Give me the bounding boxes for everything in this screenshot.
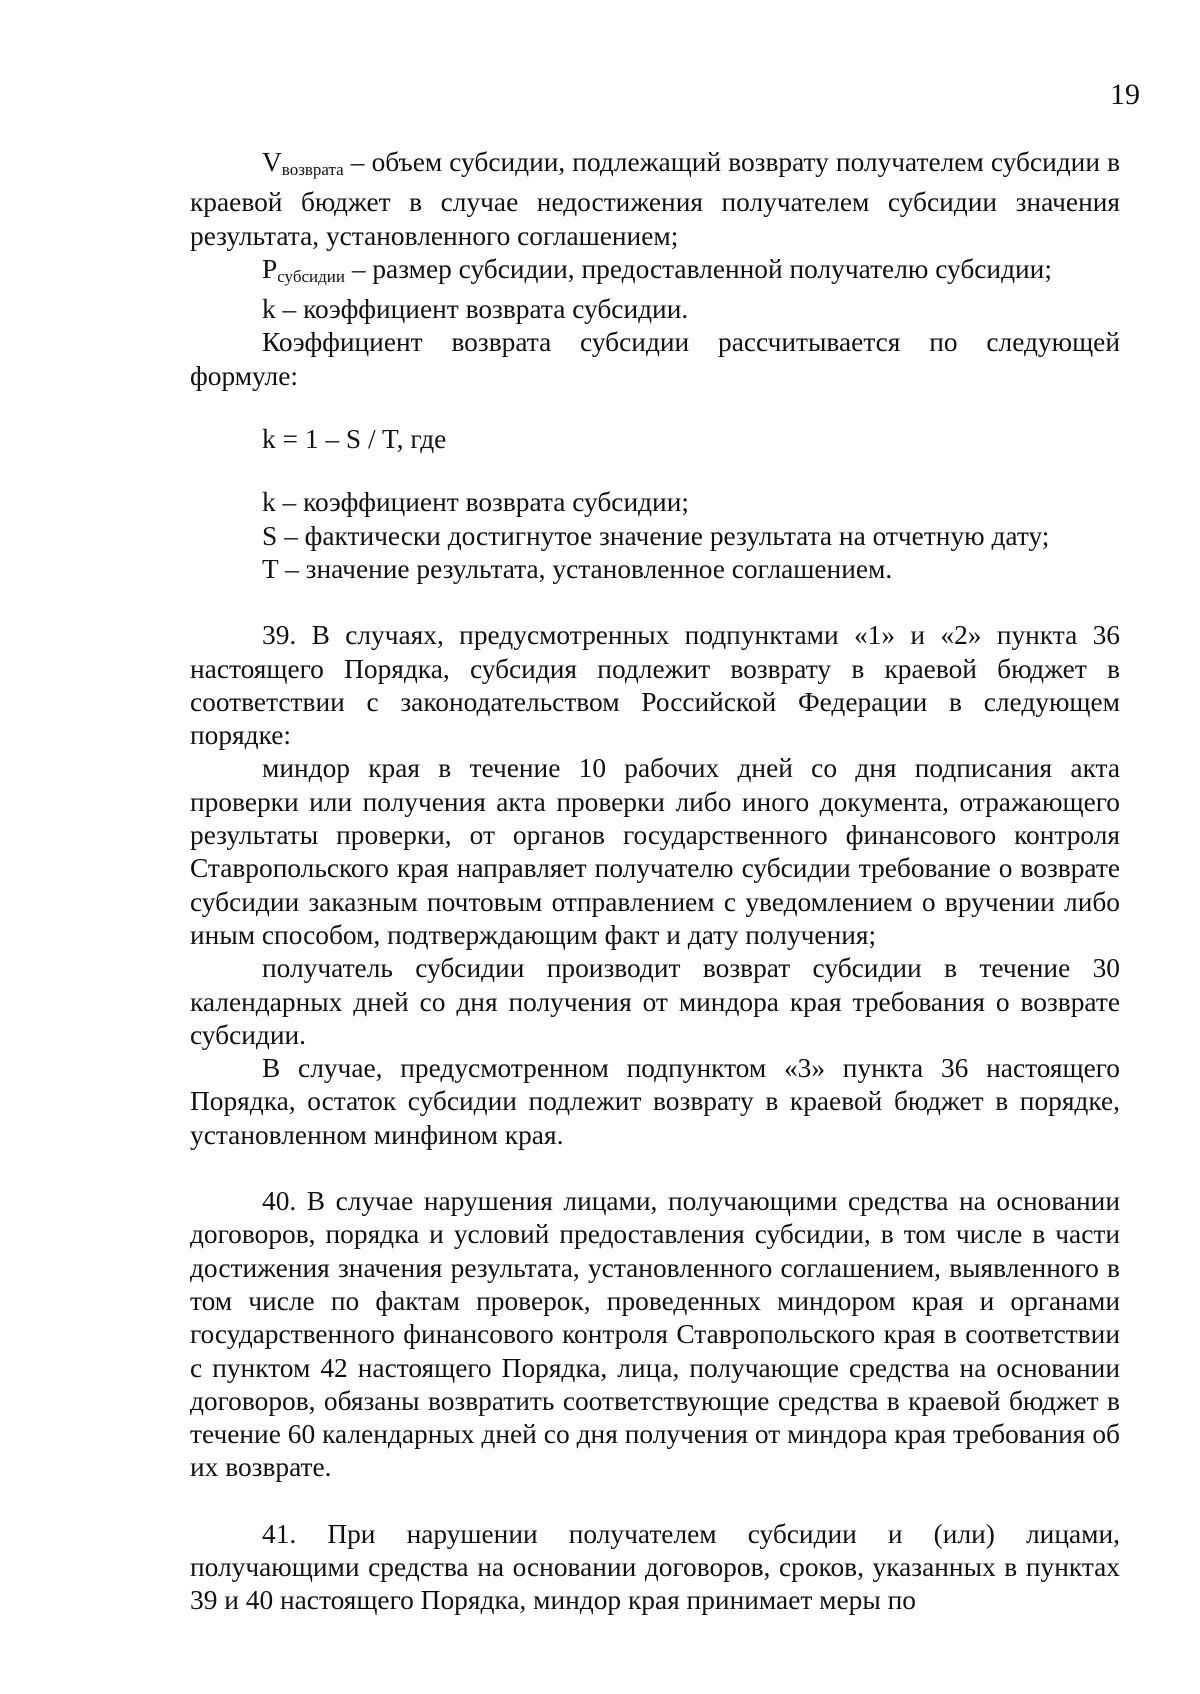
section-39-paragraph: В случае, предусмотренном подпунктом «3» пункта 36 настоящего Порядка, остаток субсидии подлежит возврату в краевой бюджет в порядке, установленном минфином края. bbox=[190, 1053, 1120, 1150]
section-41: 41. При нарушении получателем субсидии и (или) лицами, получающими средства на основании договоров, сроков, указанных в пунктах 39 и 40 настоящего Порядка, миндор края принимает меры по bbox=[190, 1518, 1120, 1616]
definition-t: T – значение результата, установленное соглашением. bbox=[262, 553, 893, 584]
section-39-paragraph: получатель субсидии производит возврат субсидии в течение 30 календарных дней со дня получения от миндора края требования о возврате субсидии. bbox=[190, 953, 1120, 1050]
definition-p-subsidy bbox=[190, 253, 1120, 293]
document-body bbox=[190, 146, 1120, 1618]
definition-subscript: субсидии bbox=[277, 266, 345, 286]
section-40: 40. В случае нарушения лицами, получающими средства на основании договоров, порядка и условий предоставления субсидии, в том числе в части достижения значения результата, установленного соглашением, выявленного в том числе по фактам проверок, проведенных миндором края и органами государственного финансового контроля Ставропольского края в соответствии с пунктом 42 настоящего Порядка, лица, получающие средства на основании договоров, обязаны возвратить соответствующие средства в краевой бюджет в течение 60 календарных дней со дня получения от миндора края требования об их возврате. bbox=[190, 1186, 1120, 1483]
definition-symbol: k bbox=[262, 294, 276, 325]
definition-v-return bbox=[190, 146, 1120, 253]
definition-text: – коэффициент возврата субсидии. bbox=[275, 294, 689, 325]
definition-symbol: V bbox=[262, 147, 282, 177]
definition-text: – размер субсидии, предоставленной получателю субсидии; bbox=[344, 253, 1052, 284]
formula: k = 1 – S / T, где bbox=[262, 424, 447, 455]
definition-k bbox=[190, 293, 1120, 326]
definition-text: – объем субсидии, подлежащий возврату получателем субсидии в краевой бюджет в случае недостижения получателем субсидии значения результата, установленного соглашением; bbox=[190, 147, 1120, 251]
page-number: 19 bbox=[1110, 78, 1140, 111]
section-39-intro: 39. В случаях, предусмотренных подпунктами «1» и «2» пункта 36 настоящего Порядка, субсидия подлежит возврату в краевой бюджет в соответствии с законодательством Российской Федерации в следующем порядке: bbox=[190, 620, 1120, 751]
definition-s: S – фактически достигнутое значение результата на отчетную дату; bbox=[262, 520, 1050, 551]
definition-subscript: возврата bbox=[281, 160, 344, 179]
definition-k-bottom: k – коэффициент возврата субсидии; bbox=[262, 487, 689, 518]
section-39-paragraph: миндор края в течение 10 рабочих дней со дня подписания акта проверки или получения акта проверки либо иного документа, отражающего результаты проверки, от органов государственного финансового контроля Ставропольского края направляет получателю субсидии требование о возврате субсидии заказным почтовым отправлением с уведомлением о вручении либо иным способом, подтверждающим факт и дату получения; bbox=[190, 753, 1120, 950]
definition-symbol: P bbox=[262, 253, 278, 284]
formula-intro: Коэффициент возврата субсидии рассчитывается по следующей формуле: bbox=[190, 327, 1120, 391]
